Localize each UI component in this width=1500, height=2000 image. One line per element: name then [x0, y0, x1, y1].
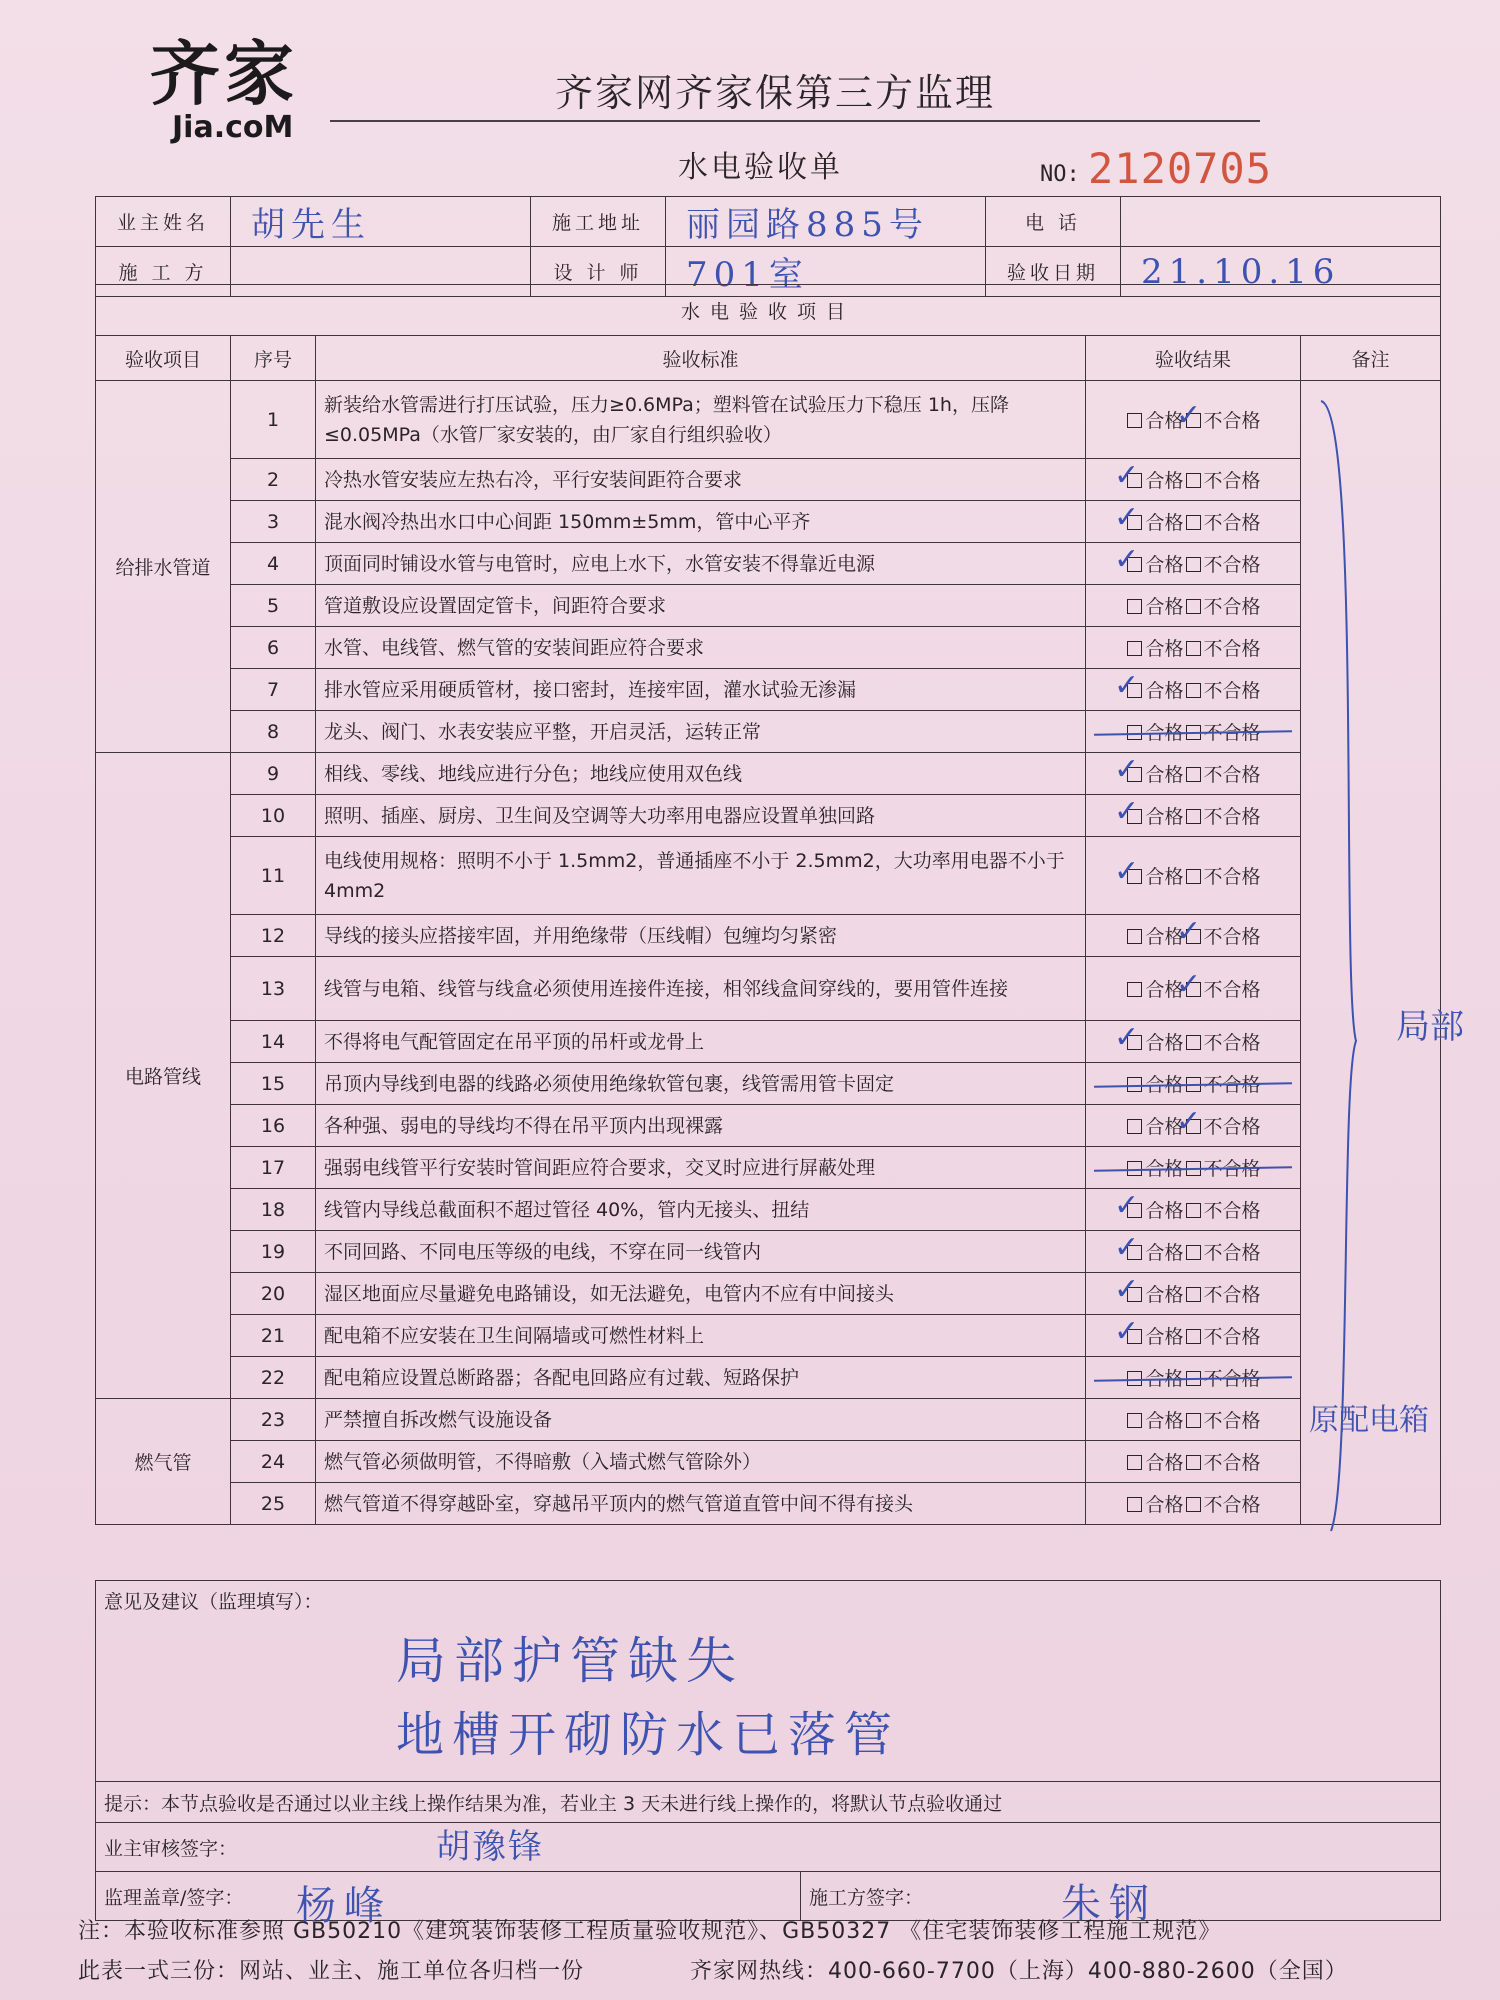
row-standard: 严禁擅自拆改燃气设施设备	[316, 1399, 1086, 1441]
fail-label: 不合格	[1203, 764, 1261, 786]
row-result	[1086, 585, 1301, 627]
row-result	[1086, 381, 1301, 459]
pass-checkbox[interactable]	[1127, 599, 1142, 614]
row-standard: 燃气管必须做明管，不得暗敷（入墙式燃气管除外）	[316, 1441, 1086, 1483]
col-standard: 验收标准	[316, 336, 1086, 381]
pass-label: 合格	[1145, 1074, 1184, 1096]
pass-check-mark: ✓	[1114, 541, 1140, 577]
remark-bracket	[1301, 381, 1441, 1601]
fail-label: 不合格	[1203, 1032, 1261, 1054]
header-table	[95, 196, 1441, 297]
col-result: 验收结果	[1086, 336, 1301, 381]
row-number: 7	[231, 669, 316, 711]
row-standard: 导线的接头应搭接牢固，并用绝缘带（压线帽）包缠均匀紧密	[316, 915, 1086, 957]
fail-checkbox[interactable]	[1186, 1035, 1201, 1050]
row-standard: 新装给水管需进行打压试验，压力≥0.6MPa；塑料管在试验压力下稳压 1h，压降≤0.05MPa（水管厂家安装的，由厂家自行组织验收）	[316, 381, 1086, 459]
form-number-label: NO:	[1040, 162, 1080, 187]
fail-checkbox[interactable]	[1186, 1287, 1201, 1302]
designer-label: 设 计 师	[531, 247, 666, 297]
pass-label: 合格	[1145, 638, 1184, 660]
row-result	[1086, 837, 1301, 915]
pass-check-mark: ✓	[1114, 1271, 1140, 1307]
fail-checkbox[interactable]	[1186, 1329, 1201, 1344]
table-row	[96, 459, 1441, 501]
tip-text: 提示：本节点验收是否通过以业主线上操作结果为准，若业主 3 天未进行线上操作的，将默认节点验收通过	[96, 1782, 1441, 1823]
row-number: 17	[231, 1147, 316, 1189]
row-standard: 强弱电线管平行安装时管间距应符合要求，交叉时应进行屏蔽处理	[316, 1147, 1086, 1189]
row-result	[1086, 1483, 1301, 1525]
pass-label: 合格	[1145, 1284, 1184, 1306]
fail-label: 不合格	[1203, 1368, 1261, 1390]
row-standard: 混水阀冷热出水口中心间距 150mm±5mm，管中心平齐	[316, 501, 1086, 543]
row-number: 10	[231, 795, 316, 837]
row-result	[1086, 795, 1301, 837]
pass-label: 合格	[1145, 512, 1184, 534]
row-number: 13	[231, 957, 316, 1021]
inspection-date: 21.10.16	[1121, 247, 1441, 297]
pass-checkbox[interactable]	[1127, 641, 1142, 656]
fail-label: 不合格	[1203, 1158, 1261, 1180]
row-standard: 顶面同时铺设水管与电管时，应电上水下，水管安装不得靠近电源	[316, 543, 1086, 585]
table-row	[96, 1147, 1441, 1189]
phone-value	[1121, 197, 1441, 247]
row-number: 4	[231, 543, 316, 585]
opinion-line-1: 局部护管缺失	[396, 1632, 744, 1690]
row-number: 18	[231, 1189, 316, 1231]
pass-label: 合格	[1145, 764, 1184, 786]
row-standard: 冷热水管安装应左热右冷，平行安装间距符合要求	[316, 459, 1086, 501]
pass-check-mark: ✓	[1114, 1313, 1140, 1349]
fail-label: 不合格	[1203, 926, 1261, 948]
col-remark: 备注	[1301, 336, 1441, 381]
section-title: 水电验收项目	[96, 285, 1441, 336]
fail-label: 不合格	[1203, 1242, 1261, 1264]
inspection-rows	[96, 381, 1464, 1525]
fail-checkbox[interactable]	[1186, 683, 1201, 698]
table-row	[96, 915, 1441, 957]
fail-label: 不合格	[1203, 1494, 1261, 1516]
fail-checkbox[interactable]	[1186, 641, 1201, 656]
address-label: 施工地址	[531, 197, 666, 247]
row-number: 14	[231, 1021, 316, 1063]
row-standard: 不得将电气配管固定在吊平顶的吊杆或龙骨上	[316, 1021, 1086, 1063]
row-number: 22	[231, 1357, 316, 1399]
table-row	[96, 1399, 1441, 1441]
fail-checkbox[interactable]	[1186, 1203, 1201, 1218]
fail-label: 不合格	[1203, 1200, 1261, 1222]
row-result	[1086, 1147, 1301, 1189]
row-result	[1086, 1357, 1301, 1399]
table-row	[96, 501, 1441, 543]
pass-label: 合格	[1145, 806, 1184, 828]
row-number: 5	[231, 585, 316, 627]
row-result	[1086, 1189, 1301, 1231]
row-result	[1086, 459, 1301, 501]
fail-checkbox[interactable]	[1186, 809, 1201, 824]
row-number: 16	[231, 1105, 316, 1147]
row-number: 19	[231, 1231, 316, 1273]
fail-label: 不合格	[1203, 1410, 1261, 1432]
owner-name: 胡先生	[231, 197, 531, 247]
fail-checkbox[interactable]	[1186, 1245, 1201, 1260]
title-divider	[330, 120, 1260, 122]
address-value: 丽园路885号	[666, 197, 986, 247]
row-number: 21	[231, 1315, 316, 1357]
pass-label: 合格	[1145, 722, 1184, 744]
builder-label: 施 工 方	[96, 247, 231, 297]
row-standard: 相线、零线、地线应进行分色；地线应使用双色线	[316, 753, 1086, 795]
builder-sign-label: 施工方签字：	[809, 1886, 924, 1909]
pass-label: 合格	[1145, 410, 1184, 432]
row-number: 24	[231, 1441, 316, 1483]
row-standard: 配电箱应设置总断路器；各配电回路应有过载、短路保护	[316, 1357, 1086, 1399]
row-result	[1086, 1273, 1301, 1315]
fail-checkbox[interactable]	[1186, 473, 1201, 488]
form-title: 水电验收单	[678, 150, 843, 185]
table-row	[96, 543, 1441, 585]
row-standard: 线管与电箱、线管与线盒必须使用连接件连接，相邻线盒间穿线的，要用管件连接	[316, 957, 1086, 1021]
fail-checkbox[interactable]	[1186, 1413, 1201, 1428]
footer-hotline: 齐家网热线：400-660-7700（上海）400-880-2600（全国）	[690, 1959, 1348, 1984]
row-standard: 龙头、阀门、水表安装应平整，开启灵活，运转正常	[316, 711, 1086, 753]
fail-check-mark: ✓	[1176, 1103, 1202, 1139]
fail-check-mark: ✓	[1176, 966, 1202, 1002]
row-number: 1	[231, 381, 316, 459]
row-standard: 照明、插座、厨房、卫生间及空调等大功率用电器应设置单独回路	[316, 795, 1086, 837]
row-standard: 排水管应采用硬质管材，接口密封，连接牢固，灌水试验无渗漏	[316, 669, 1086, 711]
fail-label: 不合格	[1203, 638, 1261, 660]
pass-check-mark: ✓	[1114, 751, 1140, 787]
table-row	[96, 1063, 1441, 1105]
pass-checkbox[interactable]	[1127, 1119, 1142, 1134]
row-standard: 水管、电线管、燃气管的安装间距应符合要求	[316, 627, 1086, 669]
pass-label: 合格	[1145, 1368, 1184, 1390]
row-standard: 湿区地面应尽量避免电路铺设，如无法避免，电管内不应有中间接头	[316, 1273, 1086, 1315]
col-item: 验收项目	[96, 336, 231, 381]
fail-label: 不合格	[1203, 1284, 1261, 1306]
table-row	[96, 753, 1441, 795]
pass-checkbox[interactable]	[1127, 1455, 1142, 1470]
company-title: 齐家网齐家保第三方监理	[555, 71, 996, 115]
row-result	[1086, 753, 1301, 795]
table-row	[96, 1357, 1441, 1399]
table-row	[96, 1483, 1441, 1525]
fail-check-mark: ✓	[1176, 913, 1202, 949]
category-gas: 燃气管	[96, 1399, 231, 1525]
bottom-table	[95, 1580, 1441, 1929]
row-result	[1086, 543, 1301, 585]
opinion-line-2: 地槽开砌防水已落管	[396, 1707, 901, 1763]
pass-checkbox[interactable]	[1127, 413, 1142, 428]
pass-check-mark: ✓	[1114, 1229, 1140, 1265]
fail-checkbox[interactable]	[1186, 869, 1201, 884]
fail-check-mark: ✓	[1176, 397, 1202, 433]
row-number: 15	[231, 1063, 316, 1105]
table-row	[96, 957, 1441, 1021]
fail-checkbox[interactable]	[1186, 1497, 1201, 1512]
fail-checkbox[interactable]	[1186, 1455, 1201, 1470]
fail-label: 不合格	[1203, 1074, 1261, 1096]
row-result	[1086, 669, 1301, 711]
owner-label: 业主姓名	[96, 197, 231, 247]
pass-checkbox[interactable]	[1127, 929, 1142, 944]
builder-signature: 朱钢	[1061, 1881, 1157, 1927]
table-row	[96, 711, 1441, 753]
fail-label: 不合格	[1203, 410, 1261, 432]
phone-label: 电 话	[986, 197, 1121, 247]
fail-label: 不合格	[1203, 979, 1261, 1001]
row-number: 8	[231, 711, 316, 753]
col-seq: 序号	[231, 336, 316, 381]
opinion-label: 意见及建议（监理填写）：	[104, 1591, 323, 1613]
fail-label: 不合格	[1203, 722, 1261, 744]
row-result	[1086, 957, 1301, 1021]
remark-row-22: 原配电箱	[1309, 1403, 1429, 1438]
pass-checkbox[interactable]	[1127, 1497, 1142, 1512]
pass-label: 合格	[1145, 1326, 1184, 1348]
owner-signature: 胡豫锋	[436, 1827, 544, 1867]
table-row	[96, 1315, 1441, 1357]
pass-label: 合格	[1145, 926, 1184, 948]
row-standard: 不同回路、不同电压等级的电线，不穿在同一线管内	[316, 1231, 1086, 1273]
footer-copies: 此表一式三份：网站、业主、施工单位各归档一份	[78, 1959, 585, 1984]
pass-label: 合格	[1145, 866, 1184, 888]
row-number: 11	[231, 837, 316, 915]
table-row	[96, 1021, 1441, 1063]
owner-sign-label: 业主审核签字：	[104, 1837, 238, 1860]
pass-label: 合格	[1145, 1494, 1184, 1516]
designer-value: 701室	[666, 247, 986, 297]
row-result	[1086, 1315, 1301, 1357]
fail-checkbox[interactable]	[1186, 767, 1201, 782]
table-row	[96, 585, 1441, 627]
row-standard: 配电箱不应安装在卫生间隔墙或可燃性材料上	[316, 1315, 1086, 1357]
row-number: 23	[231, 1399, 316, 1441]
category-water: 给排水管道	[96, 381, 231, 753]
row-number: 12	[231, 915, 316, 957]
pass-checkbox[interactable]	[1127, 1413, 1142, 1428]
logo-wordmark: Jia.coM	[172, 110, 294, 145]
pass-label: 合格	[1145, 680, 1184, 702]
company-logo	[150, 34, 320, 145]
row-result	[1086, 915, 1301, 957]
pass-check-mark: ✓	[1114, 853, 1140, 889]
table-row	[96, 1189, 1441, 1231]
pass-label: 合格	[1145, 554, 1184, 576]
pass-label: 合格	[1145, 979, 1184, 1001]
table-row	[96, 837, 1441, 915]
row-standard: 管道敷设应设置固定管卡，间距符合要求	[316, 585, 1086, 627]
pass-label: 合格	[1145, 1410, 1184, 1432]
row-standard: 线管内导线总截面积不超过管径 40%，管内无接头、扭结	[316, 1189, 1086, 1231]
table-row	[96, 627, 1441, 669]
footer-note: 注：本验收标准参照 GB50210《建筑装饰装修工程质量验收规范》、GB50327 《住宅装饰装修工程施工规范》	[78, 1919, 1222, 1944]
row-number: 9	[231, 753, 316, 795]
fail-label: 不合格	[1203, 1116, 1261, 1138]
fail-label: 不合格	[1203, 470, 1261, 492]
pass-check-mark: ✓	[1114, 1019, 1140, 1055]
owner-signature-row	[96, 1823, 1441, 1872]
fail-checkbox[interactable]	[1186, 557, 1201, 572]
pass-label: 合格	[1145, 1242, 1184, 1264]
pass-check-mark: ✓	[1114, 793, 1140, 829]
row-number: 3	[231, 501, 316, 543]
row-result	[1086, 1105, 1301, 1147]
table-row	[96, 1273, 1441, 1315]
remark-row-12: 局部	[1396, 1007, 1464, 1047]
pass-checkbox[interactable]	[1127, 982, 1142, 997]
row-standard: 燃气管道不得穿越卧室，穿越吊平顶内的燃气管道直管中间不得有接头	[316, 1483, 1086, 1525]
table-row	[96, 1231, 1441, 1273]
fail-label: 不合格	[1203, 554, 1261, 576]
pass-label: 合格	[1145, 596, 1184, 618]
row-number: 20	[231, 1273, 316, 1315]
opinion-box	[96, 1581, 1441, 1782]
remark-column	[1301, 381, 1464, 1525]
fail-checkbox[interactable]	[1186, 599, 1201, 614]
pass-label: 合格	[1145, 1200, 1184, 1222]
row-result	[1086, 501, 1301, 543]
logo-mark: 齐家	[150, 33, 298, 115]
table-row	[96, 795, 1441, 837]
row-result	[1086, 1021, 1301, 1063]
row-result	[1086, 711, 1301, 753]
row-result	[1086, 1441, 1301, 1483]
pass-label: 合格	[1145, 1158, 1184, 1180]
row-number: 6	[231, 627, 316, 669]
inspection-table	[95, 284, 1464, 1525]
supervisor-sign-label: 监理盖章/签字：	[104, 1886, 244, 1909]
pass-check-mark: ✓	[1114, 457, 1140, 493]
row-number: 2	[231, 459, 316, 501]
fail-label: 不合格	[1203, 1452, 1261, 1474]
pass-check-mark: ✓	[1114, 499, 1140, 535]
table-row	[96, 381, 1441, 459]
pass-check-mark: ✓	[1114, 667, 1140, 703]
date-label: 验收日期	[986, 247, 1121, 297]
fail-label: 不合格	[1203, 680, 1261, 702]
row-result	[1086, 1231, 1301, 1273]
fail-label: 不合格	[1203, 512, 1261, 534]
form-number: 2120705	[1088, 144, 1273, 193]
row-result	[1086, 1063, 1301, 1105]
row-standard: 各种强、弱电的导线均不得在吊平顶内出现裸露	[316, 1105, 1086, 1147]
row-result	[1086, 627, 1301, 669]
pass-check-mark: ✓	[1114, 1187, 1140, 1223]
row-standard: 吊顶内导线到电器的线路必须使用绝缘软管包裹，线管需用管卡固定	[316, 1063, 1086, 1105]
pass-label: 合格	[1145, 1452, 1184, 1474]
supervisor-signature: 杨峰	[296, 1883, 392, 1929]
table-row	[96, 1441, 1441, 1483]
pass-label: 合格	[1145, 470, 1184, 492]
fail-label: 不合格	[1203, 866, 1261, 888]
pass-label: 合格	[1145, 1032, 1184, 1054]
fail-label: 不合格	[1203, 596, 1261, 618]
fail-checkbox[interactable]	[1186, 515, 1201, 530]
fail-label: 不合格	[1203, 1326, 1261, 1348]
table-row	[96, 669, 1441, 711]
category-electric: 电路管线	[96, 753, 231, 1399]
table-row	[96, 1105, 1441, 1147]
row-standard: 电线使用规格：照明不小于 1.5mm2，普通插座不小于 2.5mm2，大功率用电器不小于 4mm2	[316, 837, 1086, 915]
fail-label: 不合格	[1203, 806, 1261, 828]
row-result	[1086, 1399, 1301, 1441]
pass-label: 合格	[1145, 1116, 1184, 1138]
row-number: 25	[231, 1483, 316, 1525]
